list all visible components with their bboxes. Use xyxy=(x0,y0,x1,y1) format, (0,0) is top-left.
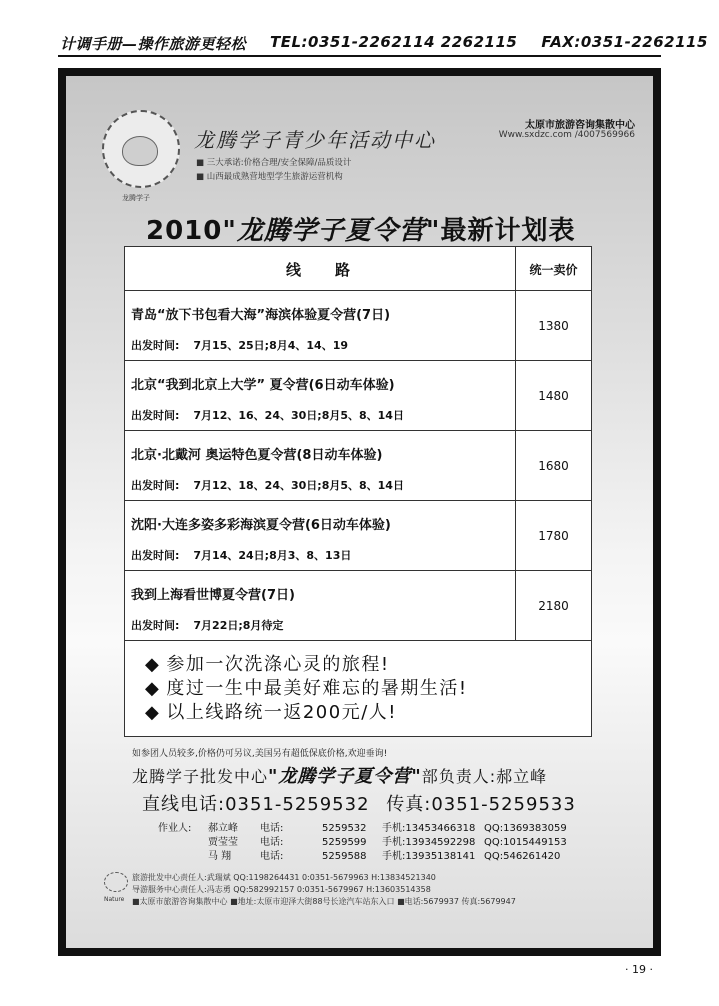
title-year: 2010 xyxy=(146,216,223,246)
footer-line: ■太原市旅游咨询集散中心 ■地址:太原市迎泽大街88号长途汽车站东入口 ■电话:5679937 传真:5679947 xyxy=(132,897,516,906)
route-price: 1680 xyxy=(515,431,591,501)
contact-qq: QQ:546261420 xyxy=(484,851,561,862)
footer-info xyxy=(132,872,516,908)
dept-suffix: 部负责人:郝立峰 xyxy=(421,767,548,786)
header-fax: FAX:0351-2262115 xyxy=(541,33,708,51)
date-values: 7月14、24日;8月3、8、13日 xyxy=(193,549,352,562)
org-points xyxy=(196,156,351,184)
route-price: 2180 xyxy=(515,571,591,641)
page-title xyxy=(146,210,575,247)
table-row xyxy=(125,431,591,501)
contact-qq: QQ:1369383059 xyxy=(484,823,567,834)
promo-item xyxy=(145,653,591,677)
contact-name: 马 翔 xyxy=(208,851,232,862)
title-rest: 最新计划表 xyxy=(440,216,576,246)
route-price: 1380 xyxy=(515,291,591,361)
promo-item xyxy=(145,677,591,701)
footer-line: 旅游批发中心责任人:武瑞斌 QQ:1198264431 0:0351-5679963 H:13834521340 xyxy=(132,873,436,882)
contact-tel: 5259599 xyxy=(322,837,367,848)
date-label: 出发时间: xyxy=(131,479,180,492)
route-name: 北京·北戴河 奥运特色夏令营(8日动车体验) xyxy=(131,448,383,463)
date-label: 出发时间: xyxy=(131,619,180,632)
tel-line xyxy=(142,790,576,816)
contact-row xyxy=(158,836,572,850)
contact-name: 郝立峰 xyxy=(208,823,238,834)
fax-number: 传真:0351-5259533 xyxy=(386,794,576,815)
route-dates xyxy=(131,617,283,633)
contact-tel-label: 电话: xyxy=(260,851,284,862)
contact-tel: 5259532 xyxy=(322,823,367,834)
promo-box xyxy=(124,641,592,737)
route-table xyxy=(124,246,592,641)
date-label: 出发时间: xyxy=(131,409,180,422)
nature-logo-caption: Nature xyxy=(104,896,125,903)
table-row xyxy=(125,361,591,431)
title-highlight: "龙腾学子夏令营" xyxy=(222,216,441,246)
footer-line: 导游服务中心责任人:冯志勇 QQ:582992157 0:0351-5679967 H:13603514358 xyxy=(132,885,431,894)
route-name: 青岛“放下书包看大海”海滨体验夏令营(7日) xyxy=(131,308,391,323)
route-name: 我到上海看世博夏令营(7日) xyxy=(131,588,295,603)
dept-line xyxy=(132,762,547,788)
date-values: 7月22日;8月待定 xyxy=(193,619,284,632)
route-price: 1780 xyxy=(515,501,591,571)
header-route: 线路 xyxy=(285,260,384,279)
header-price: 统一卖价 xyxy=(515,247,591,291)
contact-qq: QQ:1015449153 xyxy=(484,837,567,848)
contact-tel: 5259588 xyxy=(322,851,367,862)
dept-highlight: "龙腾学子夏令营" xyxy=(268,766,422,787)
table-row xyxy=(125,501,591,571)
contact-tel-label: 电话: xyxy=(260,823,284,834)
contact-mobile: 手机:13935138141 xyxy=(382,851,476,862)
route-dates xyxy=(131,477,404,493)
date-label: 出发时间: xyxy=(131,339,180,352)
contact-name: 贾莹莹 xyxy=(208,837,238,848)
ad-frame xyxy=(58,68,661,956)
diamond-icon: ◆ xyxy=(145,654,161,675)
org-point: ■ 三大承诺:价格合理/安全保障/品质设计 xyxy=(196,158,352,168)
contact-row xyxy=(158,822,572,836)
logo-caption: 龙腾学子 xyxy=(122,194,150,202)
contact-mobile: 手机:13934592298 xyxy=(382,837,476,848)
contacts-label: 作业人: xyxy=(158,823,192,834)
direct-tel: 直线电话:0351-5259532 xyxy=(142,794,370,815)
header-rule xyxy=(58,55,661,57)
diamond-icon: ◆ xyxy=(145,678,161,699)
contacts-list xyxy=(158,822,572,864)
date-values: 7月12、16、24、30日;8月5、8、14日 xyxy=(193,409,404,422)
route-price: 1480 xyxy=(515,361,591,431)
promo-text: 度过一生中最美好难忘的暑期生活! xyxy=(166,678,468,699)
price-note: 如参团人员较多,价格仍可另议,美国另有超低保底价格,欢迎垂询! xyxy=(132,749,388,759)
org-name: 龙腾学子青少年活动中心 xyxy=(194,128,436,152)
dept-prefix: 龙腾学子批发中心 xyxy=(132,767,269,786)
table-header xyxy=(125,247,591,291)
promo-item xyxy=(145,701,591,725)
header-tel: TEL:0351-2262114 2262115 xyxy=(270,33,518,51)
promo-text: 以上线路统一返200元/人! xyxy=(166,702,397,723)
nature-logo-icon xyxy=(104,872,128,892)
center-url: Www.sxdzc.com /4007569966 xyxy=(498,130,635,140)
table-row xyxy=(125,291,591,361)
route-name: 沈阳·大连多姿多彩海滨夏令营(6日动车体验) xyxy=(131,518,391,533)
header-slogan: 计调手册—操作旅游更轻松 xyxy=(60,35,247,53)
contact-row xyxy=(158,850,572,864)
contact-mobile: 手机:13453466318 xyxy=(382,823,476,834)
route-dates xyxy=(131,547,351,563)
route-dates xyxy=(131,407,404,423)
route-dates xyxy=(131,337,348,353)
diamond-icon: ◆ xyxy=(145,702,161,723)
page-header xyxy=(60,33,708,57)
page-number: · 19 · xyxy=(625,963,653,976)
org-point: ■ 山西最成熟营地型学生旅游运营机构 xyxy=(196,172,343,182)
center-name: 太原市旅游咨询集散中心 xyxy=(525,120,635,131)
date-label: 出发时间: xyxy=(131,549,180,562)
contact-tel-label: 电话: xyxy=(260,837,284,848)
date-values: 7月12、18、24、30日;8月5、8、14日 xyxy=(193,479,404,492)
promo-text: 参加一次洗涤心灵的旅程! xyxy=(166,654,390,675)
logo-mascot-icon xyxy=(122,136,158,166)
table-row xyxy=(125,571,591,641)
ad-panel xyxy=(66,76,653,948)
date-values: 7月15、25日;8月4、14、19 xyxy=(193,339,348,352)
route-name: 北京“我到北京上大学” 夏令营(6日动车体验) xyxy=(131,378,395,393)
